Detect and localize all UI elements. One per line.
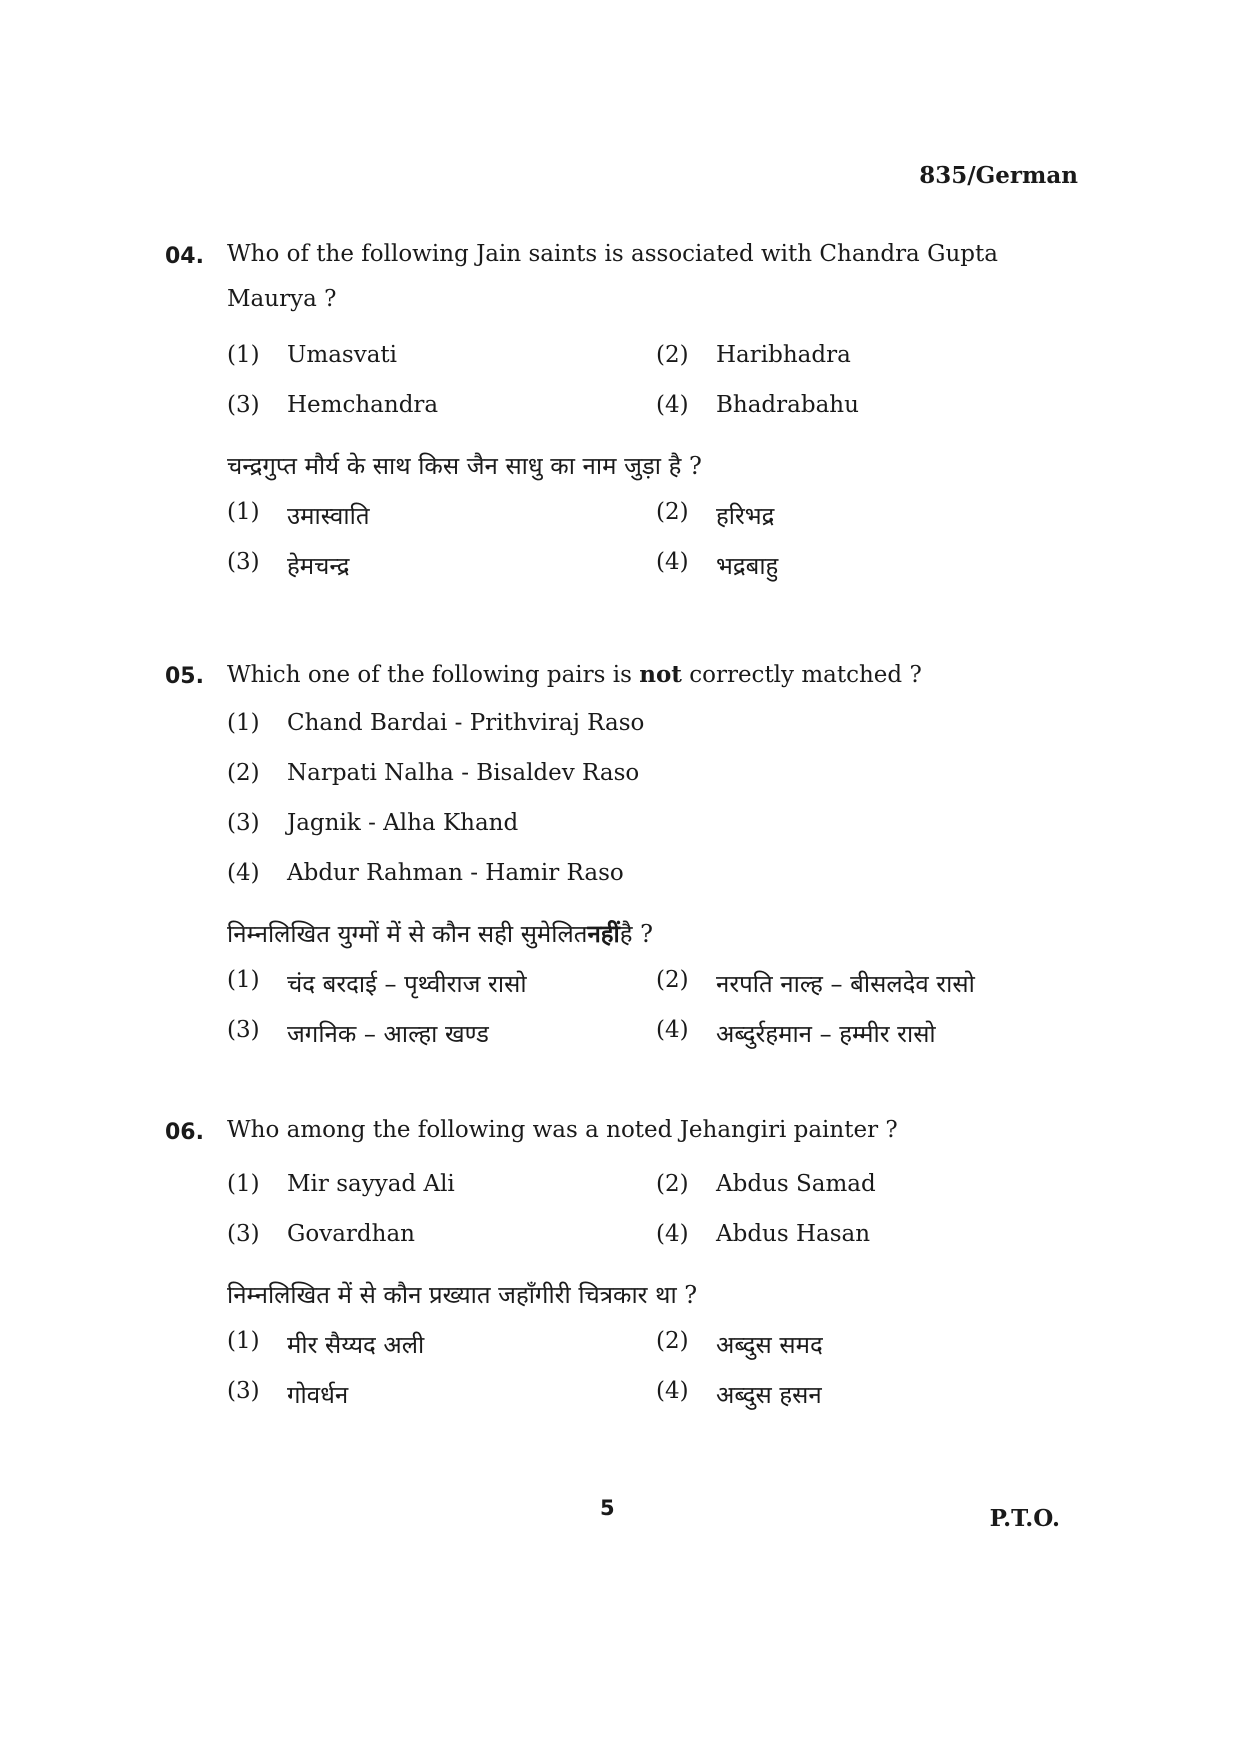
- option-1-hi: (1) चंद बरदाई – पृथ्वीराज रासो: [227, 966, 527, 998]
- question-number: 04.: [165, 244, 204, 269]
- options-hi: [227, 958, 1085, 1058]
- option-4-hi: (4) भद्रबाहु: [656, 548, 779, 580]
- options-hi: [227, 490, 1085, 590]
- question-number: 06.: [165, 1120, 204, 1145]
- option-2: (2) Haribhadra: [656, 342, 851, 368]
- option-1-hi: (1) उमास्वाति: [227, 498, 370, 530]
- option-2-hi: (2) हरिभद्र: [656, 498, 775, 530]
- option-3-hi: (3) गोवर्धन: [227, 1377, 349, 1409]
- option-4-hi: (4) अब्दुस हसन: [656, 1377, 822, 1409]
- page-number: 5: [600, 1496, 615, 1520]
- question-04: [165, 232, 1085, 590]
- option-4: (4) Abdur Rahman - Hamir Raso: [227, 860, 624, 886]
- option-2-hi: (2) नरपति नाल्ह – बीसलदेव रासो: [656, 966, 975, 998]
- option-3: (3) Jagnik - Alha Khand: [227, 810, 519, 836]
- options-en: [227, 698, 1085, 898]
- option-2: (2) Abdus Samad: [656, 1171, 876, 1197]
- option-1: (1) Chand Bardai - Prithviraj Raso: [227, 710, 645, 736]
- question-text-en: Who of the following Jain saints is associated with Chandra Gupta Maurya ?: [227, 241, 998, 312]
- option-3: (3) Govardhan: [227, 1221, 415, 1247]
- option-4-hi: (4) अब्दुर्रहमान – हम्मीर रासो: [656, 1016, 936, 1048]
- paper-code: 835/German: [919, 162, 1078, 189]
- options-en: [227, 1159, 1085, 1259]
- question-text-en: Which one of the following pairs is not correctly matched ?: [227, 661, 922, 688]
- question-text-hi: चन्द्रगुप्त मौर्य के साथ किस जैन साधु का नाम जुड़ा है ?: [227, 451, 702, 480]
- option-4: (4) Abdus Hasan: [656, 1221, 871, 1247]
- question-number: 05.: [165, 664, 204, 689]
- question-text-en: Who among the following was a noted Jehangiri painter ?: [227, 1117, 898, 1143]
- option-3-hi: (3) जगनिक – आल्हा खण्ड: [227, 1016, 489, 1048]
- option-2-hi: (2) अब्दुस समद: [656, 1327, 823, 1359]
- option-2: (2) Narpati Nalha - Bisaldev Raso: [227, 760, 640, 786]
- option-3: (3) Hemchandra: [227, 392, 439, 418]
- option-4: (4) Bhadrabahu: [656, 392, 859, 418]
- option-1: (1) Umasvati: [227, 342, 398, 368]
- option-1-hi: (1) मीर सैय्यद अली: [227, 1327, 425, 1359]
- question-text-hi: निम्नलिखित युग्मों में से कौन सही सुमेलित नहीं है ?: [227, 918, 653, 948]
- question-05: [165, 652, 1085, 1058]
- options-en: [227, 330, 1085, 430]
- question-text-hi: निम्नलिखित में से कौन प्रख्यात जहाँगीरी चित्रकार था ?: [227, 1280, 698, 1309]
- option-1: (1) Mir sayyad Ali: [227, 1171, 455, 1197]
- pto-label: P.T.O.: [989, 1505, 1060, 1532]
- options-hi: [227, 1319, 1085, 1419]
- option-3-hi: (3) हेमचन्द्र: [227, 548, 350, 580]
- question-06: [165, 1108, 1085, 1419]
